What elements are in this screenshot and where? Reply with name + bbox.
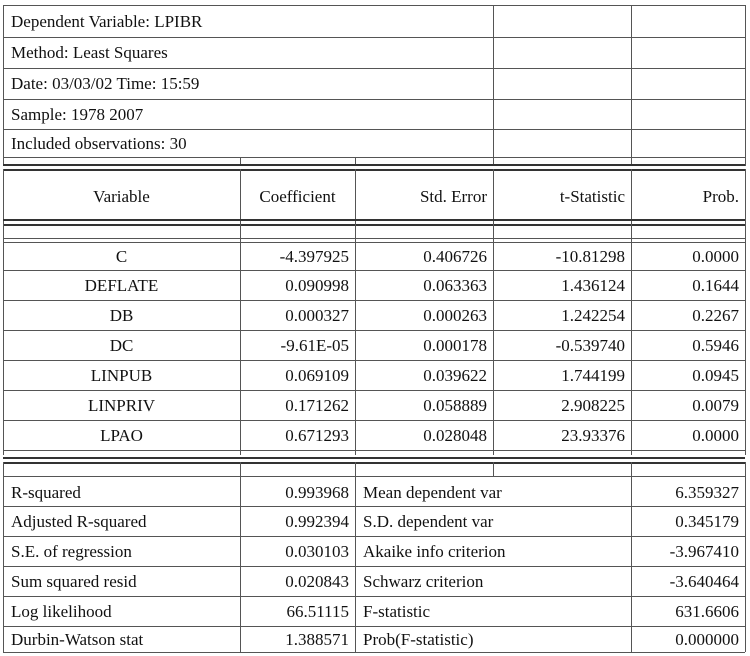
stat-label: Prob(F-statistic) [363,629,474,649]
grid-line [493,462,494,476]
stat-value: 631.6606 [675,601,739,621]
column-header: t-Statistic [559,186,625,206]
stat-value: 66.51115 [286,601,349,621]
stat-label: Mean dependent var [363,482,502,502]
grid-line [3,330,745,331]
grid-line [493,5,494,166]
stat-value: 0.030103 [285,541,349,561]
stat-label: Sum squared resid [11,571,137,591]
coef-variable: LPAO [100,425,143,445]
coef-std-error: 0.039622 [423,365,487,385]
header-info-line: Included observations: 30 [11,133,187,153]
coef-t-statistic: -10.81298 [555,246,625,266]
stat-value: 0.993968 [285,482,349,502]
column-header: Variable [93,186,150,206]
coef-prob: 0.0079 [692,395,739,415]
section-separator [3,462,745,464]
stat-label: Adjusted R-squared [11,511,147,531]
coef-t-statistic: -0.539740 [555,335,625,355]
coef-prob: 0.0000 [692,246,739,266]
stat-value: 0.992394 [285,511,349,531]
grid-line [3,390,745,391]
coef-t-statistic: 23.93376 [561,425,625,445]
coef-coefficient: 0.090998 [285,275,349,295]
coef-prob: 0.0000 [692,425,739,445]
grid-line [745,224,746,455]
coef-prob: 0.2267 [692,305,739,325]
stat-value: 0.000000 [675,629,739,649]
coef-variable: DB [109,305,134,325]
header-info-line: Dependent Variable: LPIBR [11,11,203,31]
section-separator [3,457,745,459]
coef-std-error: 0.000178 [423,335,487,355]
grid-line [3,270,745,271]
column-header: Std. Error [419,186,487,206]
grid-line [3,5,4,166]
coef-variable: LINPRIV [87,395,156,415]
coef-t-statistic: 1.744199 [561,365,625,385]
grid-line [745,169,746,226]
stat-value: 0.020843 [285,571,349,591]
grid-line [3,360,745,361]
stat-label: F-statistic [363,601,431,621]
coef-prob: 0.5946 [692,335,739,355]
coef-prob: 0.0945 [692,365,739,385]
coef-coefficient: 0.171262 [285,395,349,415]
coef-coefficient: -9.61E-05 [280,335,349,355]
stat-label: S.D. dependent var [363,511,494,531]
stat-label: R-squared [11,482,81,502]
coef-coefficient: 0.671293 [285,425,349,445]
header-info-line: Sample: 1978 2007 [11,104,144,124]
stat-label: Log likelihood [11,601,112,621]
stat-label: Akaike info criterion [363,541,506,561]
coef-coefficient: -4.397925 [279,246,349,266]
header-info-line: Method: Least Squares [11,43,168,62]
coef-t-statistic: 1.242254 [561,305,625,325]
coef-coefficient: 0.000327 [285,305,349,325]
coef-std-error: 0.058889 [423,395,487,415]
grid-line [745,5,746,166]
column-header: Coefficient [259,186,336,206]
stat-value: 6.359327 [675,482,739,502]
grid-line [3,300,745,301]
coef-std-error: 0.406726 [423,246,487,266]
section-separator [3,224,745,226]
section-separator [3,219,745,221]
coef-prob: 0.1644 [692,275,739,295]
stat-value: -3.967410 [669,541,739,561]
stat-value: 1.388571 [285,629,349,649]
stat-label: Durbin-Watson stat [11,629,144,649]
grid-line [3,242,745,243]
grid-line [631,5,632,166]
stat-value: 0.345179 [675,511,739,531]
grid-line [3,238,745,239]
coef-variable: LINPUB [90,365,153,385]
coef-coefficient: 0.069109 [285,365,349,385]
stat-label: Schwarz criterion [363,571,484,591]
coef-variable: DC [109,335,134,355]
section-separator [3,164,745,166]
grid-line [3,476,745,477]
grid-line [3,157,745,158]
grid-line [745,462,746,652]
coef-t-statistic: 2.908225 [561,395,625,415]
grid-line [3,420,745,421]
grid-line [3,652,745,653]
section-separator [3,169,745,171]
stat-value: -3.640464 [669,571,739,591]
coef-std-error: 0.028048 [423,425,487,445]
coef-variable: DEFLATE [84,275,159,295]
grid-line [3,450,745,451]
coef-std-error: 0.000263 [423,305,487,325]
coef-t-statistic: 1.436124 [561,275,625,295]
header-info-line: Date: 03/03/02 Time: 15:59 [11,74,200,93]
column-header: Prob. [702,186,739,206]
coef-std-error: 0.063363 [423,275,487,295]
coef-variable: C [115,246,128,266]
stat-label: S.E. of regression [11,541,132,561]
